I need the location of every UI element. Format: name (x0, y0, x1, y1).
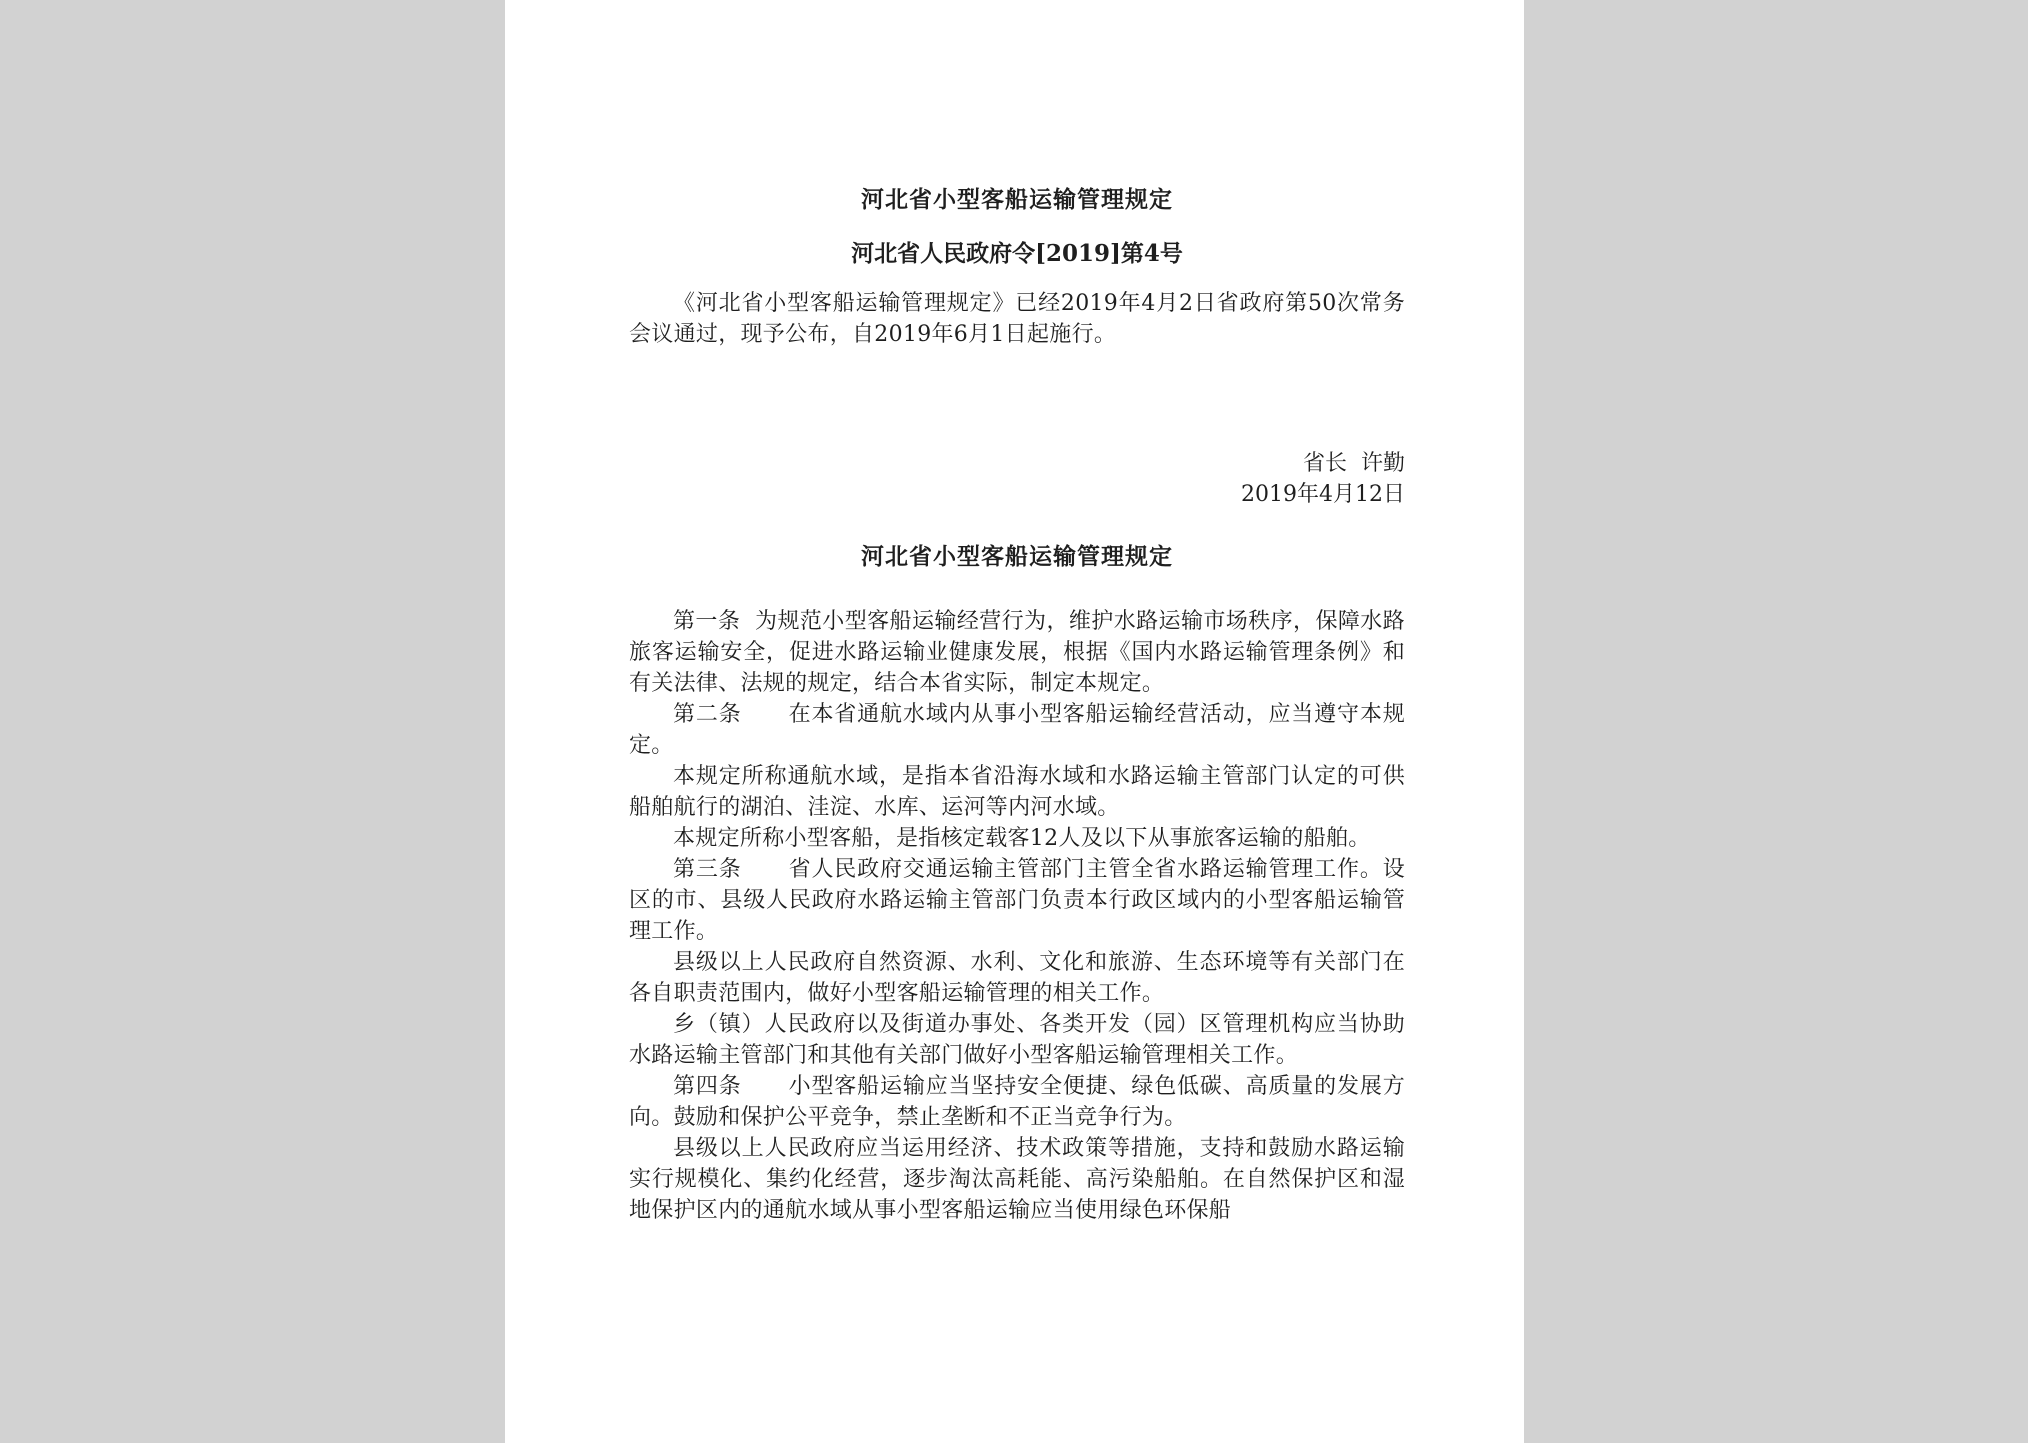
regulation-title: 河北省小型客船运输管理规定 (861, 543, 1173, 570)
paragraph: 第三条 省人民政府交通运输主管部门主管全省水路运输管理工作。设区的市、县级人民政府水路运输主管部门负责本行政区域内的小型客船运输管理工作。 (629, 857, 1405, 944)
paragraph: 第一条 为规范小型客船运输经营行为，维护水路运输市场秩序，保障水路旅客运输安全，促进水路运输业健康发展，根据《国内水路运输管理条例》和有关法律、法规的规定，结合本省实际，制定本规定。 (629, 609, 1405, 696)
paragraph: 县级以上人民政府应当运用经济、技术政策等措施，支持和鼓励水路运输实行规模化、集约化经营，逐步淘汰高耗能、高污染船舶。在自然保护区和湿地保护区内的通航水域从事小型客船运输应当使用绿色环保船 (629, 1136, 1405, 1223)
promulgation-text: 《河北省小型客船运输管理规定》已经2019年4月2日省政府第50次常务会议通过，现予公布，自2019年6月1日起施行。 (629, 291, 1405, 347)
page-content (629, 183, 1405, 1226)
paragraph: 乡（镇）人民政府以及街道办事处、各类开发（园）区管理机构应当协助水路运输主管部门和其他有关部门做好小型客船运输管理相关工作。 (629, 1012, 1405, 1068)
order-number: 河北省人民政府令[2019]第4号 (851, 240, 1183, 267)
paragraph: 本规定所称小型客船，是指核定载客12人及以下从事旅客运输的船舶。 (673, 826, 1371, 851)
paragraph: 本规定所称通航水域，是指本省沿海水域和水路运输主管部门认定的可供船舶航行的湖泊、洼淀、水库、运河等内河水域。 (629, 764, 1405, 820)
signature-date: 2019年4月12日 (1241, 482, 1405, 507)
document-page (505, 0, 1524, 1443)
signature-block (629, 448, 1405, 510)
paragraph: 县级以上人民政府自然资源、水利、文化和旅游、生态环境等有关部门在各自职责范围内，做好小型客船运输管理的相关工作。 (629, 950, 1405, 1006)
signatory: 省长 许勤 (1303, 451, 1405, 476)
document-title: 河北省小型客船运输管理规定 (861, 186, 1173, 213)
paragraph: 第二条 在本省通航水域内从事小型客船运输经营活动，应当遵守本规定。 (629, 702, 1405, 758)
article-list (629, 606, 1405, 1226)
paragraph: 第四条 小型客船运输应当坚持安全便捷、绿色低碳、高质量的发展方向。鼓励和保护公平竞争，禁止垄断和不正当竞争行为。 (629, 1074, 1405, 1130)
